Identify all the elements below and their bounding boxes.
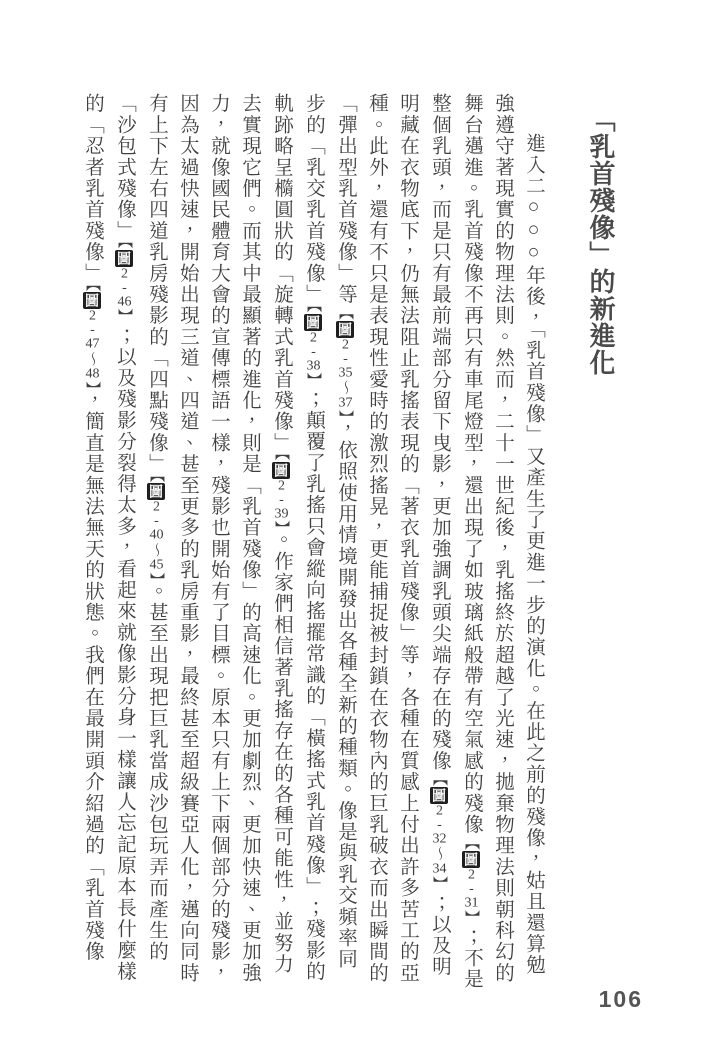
figure-number: - — [154, 514, 159, 529]
text-column-1: 進入二○○○年後，「乳首殘像」又產生了更進一步的演化。在此之前的殘像，姑且還算勉 — [523, 133, 544, 976]
figure-reference: 【圖2-46】 — [116, 241, 132, 325]
text-column-3: 舞台邁進。乳首殘像不再只有車尾燈型，還出現了如玻璃紙般帶有空氣感的殘像【圖2-31】；不是 — [461, 93, 482, 990]
figure-number: - — [469, 882, 474, 896]
figure-number: 47 — [85, 337, 100, 352]
text-column-6: 種。此外，還有不只是表現性愛時的激烈搖晃，更能捕捉被封鎖在衣物內的巨乳破衣而出瞬間的 — [366, 93, 387, 984]
figure-number: - — [437, 818, 442, 833]
text-column-12: 因為太過快速，開始出現三道、四道、甚至更多的乳房重影，最終甚至超級賽亞人化，邁向同時 — [177, 93, 198, 984]
text-column-7: 「彈出型乳首殘像」等【圖2-35〜37】，依照使用情境開發出各種全新的種類。像是與乳交頻率同 — [335, 93, 356, 970]
figure-label-icon: 圖 — [463, 852, 479, 867]
figure-number: 37 — [338, 396, 353, 410]
figure-number: - — [343, 352, 348, 366]
figure-label-icon: 圖 — [273, 462, 289, 478]
figure-number: 2 — [342, 338, 349, 352]
text-column-4: 整個乳頭，而是只有最前端部分留下曳影，更加強調乳頭尖端存在的殘像【圖2-32〜34】；以及明 — [429, 93, 450, 978]
text-column-9: 軌跡略呈橢圓狀的「旋轉式乳首殘像」【圖2-39】。作家們相信著乳搖存在的各種可能性，並努力 — [271, 93, 292, 975]
figure-reference: 【圖2-38】 — [305, 305, 321, 389]
figure-reference: 【圖2-31】 — [463, 835, 479, 926]
text-column-10: 去實現它們。而其中最顯著的進化，則是「乳首殘像」的高速化。更加劇烈、更加快速、更加強 — [239, 93, 260, 984]
figure-number: 46 — [117, 294, 132, 309]
text-column-11: 力，就像國民體育大會的宣傳標語一樣，殘影也開始有了目標。原本只有上下兩個部分的殘影， — [208, 93, 229, 984]
figure-number: 35 — [338, 366, 353, 380]
text-column-2: 強遵守著現實的物理法則。然而，二十一世紀後，乳搖終於超越了光速，拋棄物理法則朝科幻的 — [492, 93, 513, 984]
figure-reference: 【圖2-35〜37】 — [337, 305, 353, 419]
vertical-text-flow — [76, 93, 617, 990]
text-column-15: 的「忍者乳首殘像」【圖2-47〜48】，簡直是無法無天的狀態。我們在最開頭介紹過的「乳首殘像 — [82, 93, 103, 963]
figure-number: 45 — [149, 558, 164, 573]
figure-number: 34 — [432, 862, 447, 877]
text-column-8: 步的「乳交乳首殘像」【圖2-38】；顛覆了乳搖只會縱向搖擺常識的「橫搖式乳首殘像」；殘影的 — [303, 93, 324, 983]
figure-label-icon: 圖 — [431, 788, 447, 804]
figure-label-icon: 圖 — [148, 484, 164, 500]
figure-label-icon: 圖 — [305, 314, 321, 330]
figure-label-icon: 圖 — [116, 250, 132, 266]
figure-number: 2 — [278, 478, 285, 493]
page-number: 106 — [598, 986, 643, 1012]
figure-number: 31 — [464, 896, 479, 910]
body-text — [76, 93, 549, 990]
figure-number: 32 — [432, 832, 447, 847]
figure-number: 2 — [89, 309, 96, 324]
figure-reference: 【圖2-32〜34】 — [431, 771, 447, 893]
figure-number: 2 — [468, 868, 475, 882]
figure-number: - — [122, 280, 127, 295]
figure-reference: 【圖2-40〜45】 — [148, 474, 164, 581]
figure-number: 40 — [149, 528, 164, 543]
figure-reference: 【圖2-47〜48】 — [84, 283, 100, 390]
chapter-title: 「乳首殘像」的新進化 — [586, 106, 616, 376]
figure-number: - — [90, 323, 95, 338]
figure-label-icon: 圖 — [84, 293, 100, 309]
figure-reference: 【圖2-39】 — [273, 453, 289, 530]
figure-number: 38 — [306, 358, 321, 373]
figure-label-icon: 圖 — [337, 322, 353, 337]
text-column-5: 明藏在衣物底下，仍無法阻止乳搖表現的「著衣乳首殘像」等，各種在質感上付出許多苦工的亞 — [397, 93, 418, 984]
figure-number: 2 — [310, 330, 317, 345]
text-column-14: 「沙包式殘像」【圖2-46】；以及殘影分裂得太多，看起來就像影分身一樣讓人忘記原本長什麼樣 — [114, 93, 135, 983]
figure-number: - — [311, 344, 316, 359]
figure-number: 39 — [274, 506, 289, 521]
figure-number: 2 — [153, 500, 160, 515]
figure-number: 2 — [121, 266, 128, 281]
figure-number: 48 — [85, 367, 100, 382]
text-column-13: 有上下左右四道乳房殘影的「四點殘像」【圖2-40〜45】。甚至出現把巨乳當成沙包玩弄而產生的 — [146, 93, 167, 963]
figure-number: 2 — [436, 804, 443, 819]
figure-number: - — [279, 492, 284, 507]
